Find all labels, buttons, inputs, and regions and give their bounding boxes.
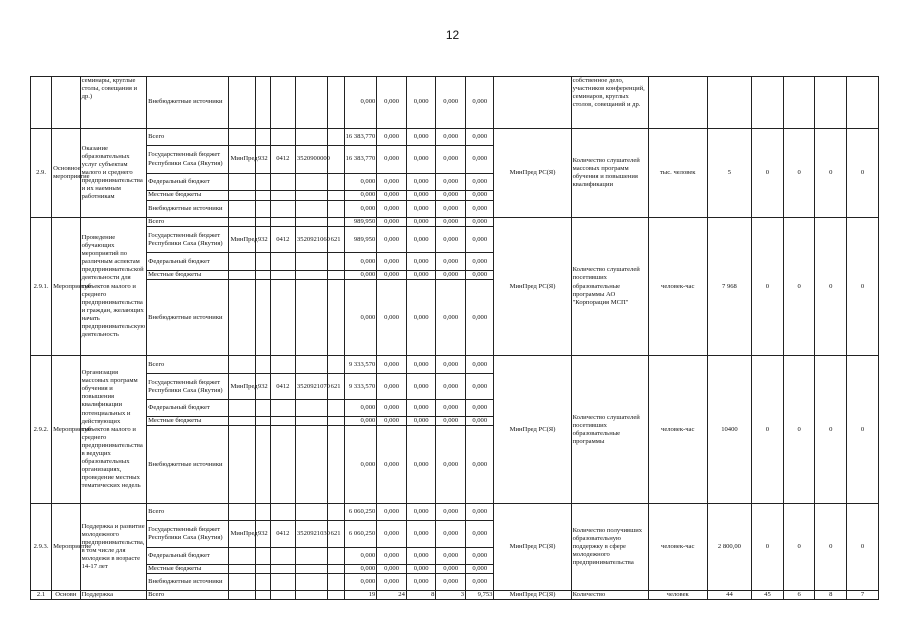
value-cell: 0,000: [377, 146, 407, 174]
value-cell: 0,000: [344, 77, 377, 129]
value-cell: 0,000: [377, 201, 407, 218]
value-cell: 0,000: [377, 426, 407, 504]
value-cell: 0,000: [377, 218, 407, 227]
executor: МинПред: [229, 374, 255, 400]
activity-name: Организация массовых программ обучения и повышения квалификации потенциальных и действующих субъектов малого и среднего предпринимательства в ведущих образовательных организациях, проведение местных тематических недель: [80, 356, 147, 504]
program-activities-table: [30, 76, 879, 600]
value-cell: 0,000: [406, 356, 436, 374]
target-value: 0: [815, 356, 847, 504]
value-cell: 0,000: [406, 426, 436, 504]
value-cell: 0,000: [344, 174, 377, 191]
item-type: Мероприятие: [52, 356, 81, 504]
funding-source: Всего: [147, 591, 229, 600]
value-cell: 0,000: [344, 280, 377, 356]
value-cell: 0,000: [377, 400, 407, 417]
value-cell: 0,000: [406, 227, 436, 253]
page-number: 12: [445, 28, 460, 42]
value-cell: 0,000: [436, 374, 466, 400]
value-cell: 0,000: [436, 174, 466, 191]
value-cell: 0,000: [436, 356, 466, 374]
csr-code: 3520921030: [296, 521, 328, 548]
block-2-9-2-total-row: [31, 356, 879, 374]
target-value: 7 968: [707, 218, 751, 356]
funding-source: Государственный бюджет Республики Саха (Якутия): [147, 374, 229, 400]
target-value: 0: [815, 218, 847, 356]
responsible: МинПред РС(Я): [494, 129, 571, 218]
value-cell: 0,000: [465, 417, 494, 426]
value-cell: 0,000: [465, 218, 494, 227]
value-cell: 0,000: [377, 280, 407, 356]
indicator-unit: человек: [648, 591, 707, 600]
target-value: 0: [847, 504, 879, 591]
funding-source: Внебюджетные источники: [147, 574, 229, 591]
activity-name: Поддержка и развитие молодежного предпринимательства, в том числе для молодежи в возрасте 14-17 лет: [80, 504, 147, 591]
item-number: 2.9.3.: [31, 504, 52, 591]
value-cell: 0,000: [406, 400, 436, 417]
activity-name: Оказание образовательных услуг субъектам малого и среднего предпринимательства и их наемным работникам: [80, 129, 147, 218]
value-cell: 0,000: [377, 253, 407, 271]
item-type: Основн: [52, 591, 81, 600]
value-cell: 9 333,570: [344, 356, 377, 374]
responsible: МинПред РС(Я): [494, 356, 571, 504]
target-value: 0: [847, 356, 879, 504]
funding-source: Федеральный бюджет: [147, 174, 229, 191]
value-cell: 0,000: [465, 426, 494, 504]
value-cell: 0,000: [465, 356, 494, 374]
value-cell: 0,000: [344, 271, 377, 280]
rz-code: 0412: [270, 374, 295, 400]
item-number: 2.1: [31, 591, 52, 600]
value-cell: 8: [406, 591, 436, 600]
rz-code: 0412: [270, 227, 295, 253]
target-value: 7: [847, 591, 879, 600]
value-cell: 0,000: [436, 426, 466, 504]
funding-source: Государственный бюджет Республики Саха (Якутия): [147, 521, 229, 548]
funding-source: Всего: [147, 356, 229, 374]
cell-type: [52, 77, 81, 129]
gr-code: 932: [255, 146, 270, 174]
value-cell: 0,000: [465, 191, 494, 201]
target-value: 0: [752, 504, 784, 591]
funding-source: Федеральный бюджет: [147, 253, 229, 271]
indicator-name: Количество получивших образовательную поддержку в сфере молодежного предпринимательства: [571, 504, 648, 591]
indicator-name: собственное дело, участников конференций, семинаров, круглых столов, совещаний и др.: [571, 77, 648, 129]
value-cell: 0,000: [436, 417, 466, 426]
value-cell: 0,000: [406, 146, 436, 174]
value-cell: 0,000: [465, 227, 494, 253]
funding-source: Всего: [147, 504, 229, 521]
value-cell: 0,000: [377, 548, 407, 565]
item-type: Мероприятие: [52, 504, 81, 591]
funding-source: Внебюджетные источники: [147, 426, 229, 504]
value-cell: 19: [344, 591, 377, 600]
funding-source: Местные бюджеты: [147, 191, 229, 201]
target-value: 0: [752, 129, 784, 218]
responsible: МинПред РС(Я): [494, 591, 571, 600]
responsible: МинПред РС(Я): [494, 504, 571, 591]
value-cell: 0,000: [436, 504, 466, 521]
value-cell: 0,000: [436, 218, 466, 227]
value-cell: 0,000: [377, 565, 407, 574]
executor: МинПред: [229, 146, 255, 174]
gr-code: 932: [255, 374, 270, 400]
value-cell: 0,000: [465, 253, 494, 271]
value-cell: 0,000: [465, 174, 494, 191]
value-cell: 0,000: [436, 191, 466, 201]
value-cell: 0,000: [465, 521, 494, 548]
value-cell: 0,000: [377, 129, 407, 146]
value-cell: 24: [377, 591, 407, 600]
value-cell: 0,000: [465, 201, 494, 218]
value-cell: 0,000: [436, 77, 466, 129]
value-cell: 989,950: [344, 218, 377, 227]
value-cell: 0,000: [436, 201, 466, 218]
value-cell: 0,000: [344, 426, 377, 504]
target-value: 0: [815, 504, 847, 591]
value-cell: 0,000: [406, 565, 436, 574]
block-2-9-3-total-row: [31, 504, 879, 521]
value-cell: 0,000: [344, 191, 377, 201]
gr-code: 932: [255, 521, 270, 548]
value-cell: 989,950: [344, 227, 377, 253]
funding-source: Государственный бюджет Республики Саха (Якутия): [147, 227, 229, 253]
value-cell: 0,000: [406, 271, 436, 280]
value-cell: 9 333,570: [344, 374, 377, 400]
csr-code: 3520921070: [296, 374, 328, 400]
value-cell: 0,000: [406, 374, 436, 400]
responsible: МинПред РС(Я): [494, 218, 571, 356]
value-cell: 0,000: [377, 574, 407, 591]
activity-name: Поддержка: [80, 591, 147, 600]
value-cell: 0,000: [377, 77, 407, 129]
funding-source: Местные бюджеты: [147, 417, 229, 426]
target-value: 45: [752, 591, 784, 600]
funding-source: Внебюджетные источники: [147, 201, 229, 218]
item-type: Основное мероприятие: [52, 129, 81, 218]
value-cell: 0,000: [465, 504, 494, 521]
value-cell: 0,000: [377, 174, 407, 191]
value-cell: 0,000: [465, 146, 494, 174]
value-cell: 0,000: [465, 280, 494, 356]
value-cell: 0,000: [344, 201, 377, 218]
item-type: Мероприятие: [52, 218, 81, 356]
activity-name: Проведение обучающих мероприятий по различным аспектам предпринимательской деятельности для субъектов малого и среднего предпринимательства и граждан, желающих начать предпринимательскую деятельность: [80, 218, 147, 356]
value-cell: 0,000: [436, 574, 466, 591]
funding-source: Федеральный бюджет: [147, 548, 229, 565]
program-table-wrapper: [30, 76, 879, 600]
funding-source: Внебюджетные источники: [147, 77, 229, 129]
continuation-row: [31, 77, 879, 129]
value-cell: 0,000: [377, 227, 407, 253]
vr-code: 621: [327, 374, 344, 400]
value-cell: 0,000: [465, 271, 494, 280]
value-cell: 0,000: [406, 504, 436, 521]
executor: МинПред: [229, 227, 255, 253]
indicator-unit: человек-час: [648, 218, 707, 356]
value-cell: 0,000: [344, 574, 377, 591]
value-cell: 0,000: [436, 227, 466, 253]
rz-code: 0412: [270, 521, 295, 548]
target-value: 0: [847, 129, 879, 218]
value-cell: 6 060,250: [344, 504, 377, 521]
executor: МинПред: [229, 521, 255, 548]
block-2-10-total-row: [31, 591, 879, 600]
target-value: 0: [815, 129, 847, 218]
value-cell: 0,000: [436, 129, 466, 146]
value-cell: 0,000: [465, 400, 494, 417]
value-cell: 0,000: [406, 174, 436, 191]
value-cell: 0,000: [465, 574, 494, 591]
indicator-unit: человек-час: [648, 356, 707, 504]
value-cell: 0,000: [436, 400, 466, 417]
indicator-name: Количество: [571, 591, 648, 600]
target-value: 6: [783, 591, 815, 600]
funding-source: Государственный бюджет Республики Саха (Якутия): [147, 146, 229, 174]
item-number: 2.9.2.: [31, 356, 52, 504]
value-cell: 0,000: [377, 521, 407, 548]
indicator-name: Количество слушателей посетивших образовательные программы АО "Корпорация МСП": [571, 218, 648, 356]
indicator-name: Количество слушателей массовых программ обучения и повышения квалификации: [571, 129, 648, 218]
value-cell: 0,000: [465, 77, 494, 129]
value-cell: 0,000: [377, 504, 407, 521]
value-cell: 0,000: [436, 280, 466, 356]
value-cell: 0,000: [436, 565, 466, 574]
target-value: 44: [707, 591, 751, 600]
value-cell: 0,000: [344, 400, 377, 417]
value-cell: 0,000: [377, 191, 407, 201]
indicator-unit: тыс. человек: [648, 129, 707, 218]
activity-name: семинары, круглые столы, совещания и др.): [80, 77, 147, 129]
value-cell: 0,000: [436, 146, 466, 174]
value-cell: 3: [436, 591, 466, 600]
value-cell: 0,000: [436, 548, 466, 565]
value-cell: 0,000: [406, 574, 436, 591]
vr-code: 621: [327, 521, 344, 548]
csr-code: 3520921060: [296, 227, 328, 253]
value-cell: 0,000: [344, 417, 377, 426]
value-cell: 0,000: [377, 417, 407, 426]
value-cell: 0,000: [377, 356, 407, 374]
csr-code: 3520900000: [296, 146, 328, 174]
funding-source: Всего: [147, 129, 229, 146]
value-cell: 0,000: [344, 253, 377, 271]
target-value: 8: [815, 591, 847, 600]
value-cell: 0,000: [465, 565, 494, 574]
value-cell: 0,000: [465, 374, 494, 400]
value-cell: 0,000: [344, 565, 377, 574]
block-2-9-total-row: [31, 129, 879, 146]
rz-code: 0412: [270, 146, 295, 174]
value-cell: 0,000: [465, 548, 494, 565]
target-value: 0: [783, 356, 815, 504]
value-cell: 16 383,770: [344, 129, 377, 146]
value-cell: 6 060,250: [344, 521, 377, 548]
value-cell: 0,000: [377, 271, 407, 280]
value-cell: 0,000: [436, 521, 466, 548]
value-cell: 0,000: [344, 548, 377, 565]
value-cell: 0,000: [436, 253, 466, 271]
value-cell: 0,000: [465, 129, 494, 146]
value-cell: 0,000: [406, 77, 436, 129]
target-value: 2 800,00: [707, 504, 751, 591]
value-cell: 16 383,770: [344, 146, 377, 174]
funding-source: Федеральный бюджет: [147, 400, 229, 417]
value-cell: 0,000: [377, 374, 407, 400]
cell-num: [31, 77, 52, 129]
target-value: 5: [707, 129, 751, 218]
value-cell: 0,000: [406, 521, 436, 548]
value-cell: 0,000: [406, 548, 436, 565]
funding-source: Местные бюджеты: [147, 565, 229, 574]
gr-code: 932: [255, 227, 270, 253]
funding-source: Внебюджетные источники: [147, 280, 229, 356]
target-value: 0: [752, 356, 784, 504]
funding-source: Всего: [147, 218, 229, 227]
value-cell: 0,000: [406, 417, 436, 426]
item-number: 2.9.1.: [31, 218, 52, 356]
value-cell: 0,000: [406, 201, 436, 218]
target-value: 0: [783, 218, 815, 356]
target-value: 0: [783, 129, 815, 218]
target-value: 10400: [707, 356, 751, 504]
value-cell: 0,000: [436, 271, 466, 280]
value-cell: 0,000: [406, 253, 436, 271]
value-cell: 0,000: [406, 129, 436, 146]
target-value: 0: [752, 218, 784, 356]
item-number: 2.9.: [31, 129, 52, 218]
funding-source: Местные бюджеты: [147, 271, 229, 280]
indicator-unit: человек-час: [648, 504, 707, 591]
value-cell: 0,000: [406, 218, 436, 227]
target-value: 0: [847, 218, 879, 356]
target-value: 0: [783, 504, 815, 591]
value-cell: 9,753: [465, 591, 494, 600]
block-2-9-1-total-row: [31, 218, 879, 227]
indicator-name: Количество слушателей посетивших образовательные программы: [571, 356, 648, 504]
value-cell: 0,000: [406, 280, 436, 356]
vr-code: 621: [327, 227, 344, 253]
value-cell: 0,000: [406, 191, 436, 201]
